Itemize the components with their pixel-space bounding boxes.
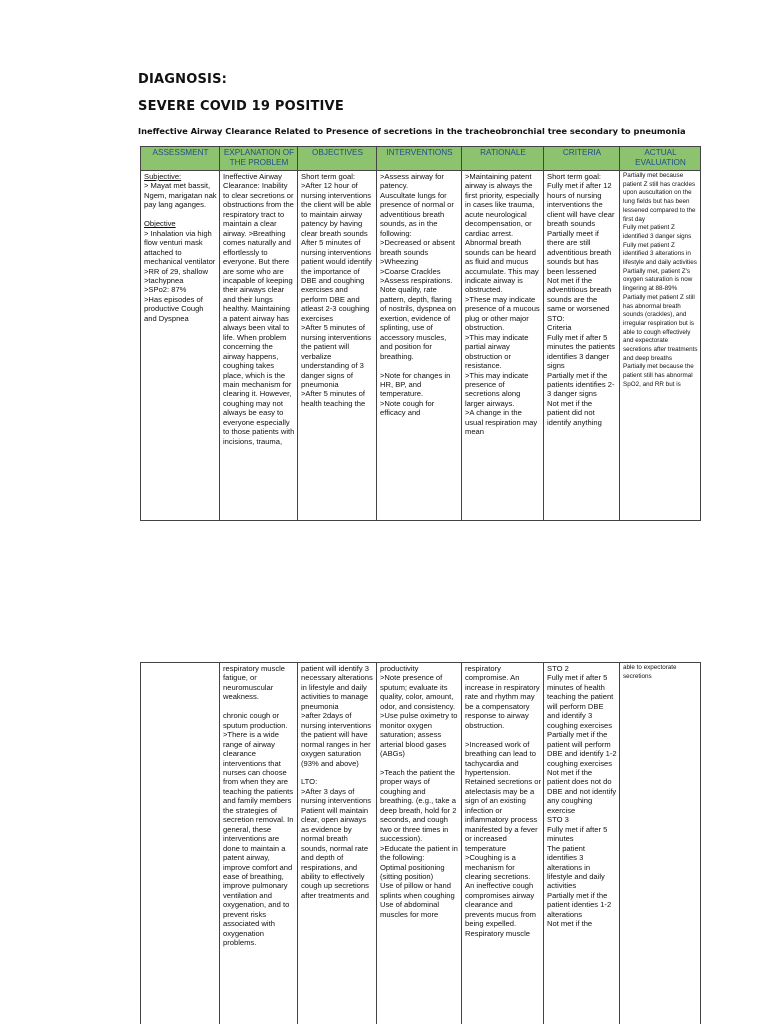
diagnosis-heading: DIAGNOSIS: [138, 72, 228, 87]
interventions-cell: >Assess airway for patency. Auscultate lungs for presence of normal or adventitious breath sounds, as in the following: >Decreased or absent breath sounds >Wheezing >Coarse Crackles >Assess respirations. Note quality, rate pattern, depth, flaring of nostrils, dyspnea on exertion, evidence of splinting, use of accessory muscles, and position for breathing. >Note for changes in HR, BP, and temperature. >Note cough for efficacy and [377, 171, 462, 521]
header-actual-evaluation: ACTUAL EVALUATION [620, 147, 701, 171]
subjective-label: Subjective: [144, 172, 182, 181]
header-rationale: RATIONALE [462, 147, 544, 171]
care-plan-table-page-1 [140, 146, 701, 521]
rationale-cell: >Maintaining patent airway is always the first priority, especially in cases like trauma, acute neurological decompensation, or cardiac arrest. Abnormal breath sounds can be heard as fluid and mucus accumulate. This may indicate airway is obstructed. >These may indicate presence of a mucous plug or other major obstruction. >This may indicate partial airway obstruction or resistance. >This may indicate presence of secretions along larger airways. >A change in the usual respiration may mean [462, 171, 544, 521]
subjective-text: > Mayat met bassit, Ngem, marigatan nak pay lang aganges. [144, 181, 217, 210]
criteria-cell: STO 2 Fully met if after 5 minutes of health teaching the patient will perform DBE and identify 3 coughing exercises Partially met if the patient will perform DBE and identify 1-2 coughing exercises Not met if the patient does not do DBE and not identify any coughing exercise STO 3 Fully met if after 5 minutes The patient identifies 3 alterations in lifestyle and daily activities Partially met if the patient identies 1-2 alterations Not met if the [544, 663, 620, 1024]
case-heading: SEVERE COVID 19 POSITIVE [138, 99, 344, 114]
objectives-cell: Short term goal: >After 12 hour of nursing interventions the client will be able to maintain airway patency by having clear breath sounds After 5 minutes of nursing interventions patient would identify the importance of DBE and coughing exercises and perform DBE and atleast 2-3 coughing exercises >After 5 minutes of nursing interventions the patient will verbalize understanding of 3 danger signs of pneumonia >After 5 minutes of health teaching the [298, 171, 377, 521]
assessment-cell [141, 663, 220, 1024]
objectives-cell: patient will identify 3 necessary alterations in lifestyle and daily activities to manage pneumonia >after 2days of nursing interventions the patient will have normal ranges in her oxygen saturation (93% and above) LTO: >After 3 days of nursing interventions Patient will maintain clear, open airways as evidence by normal breath sounds, normal rate and depth of respirations, and ability to effectively cough up secretions after treatments and [298, 663, 377, 1024]
table-row [141, 171, 701, 521]
care-plan-table-page-2 [140, 662, 701, 1024]
table-header-row [141, 147, 701, 171]
rationale-cell: respiratory compromise. An increase in respiratory rate and rhythm may be a compensatory response to airway obstruction. >Increased work of breathing can lead to tachycardia and hypertension. Retained secretions or atelectasis may be a sign of an existing infection or inflammatory process manifested by a fever or increased temperature >Coughing is a mechanism for clearing secretions. An ineffective cough compromises airway clearance and prevents mucus from being expelled. Respiratory muscle [462, 663, 544, 1024]
criteria-cell: Short term goal: Fully met if after 12 hours of nursing interventions the client will have clear breath sounds Partially meet if there are still adventitious breath sounds but has been lessened Not met if the adventitious breath sounds are the same or worsened STO: Criteria Fully met if after 5 minutes the patients identifies 3 danger signs Partially met if the patients identifies 2-3 danger signs Not met if the patient did not identify anything [544, 171, 620, 521]
interventions-cell: productivity >Note presence of sputum; evaluate its quality, color, amount, odor, and consistency. >Use pulse oximetry to monitor oxygen saturation; assess arterial blood gases (ABGs) >Teach the patient the proper ways of coughing and breathing. (e.g., take a deep breath, hold for 2 seconds, and cough two or three times in succession). >Educate the patient in the following: Optimal positioning (sitting position) Use of pillow or hand splints when coughing Use of abdominal muscles for more [377, 663, 462, 1024]
assessment-cell [141, 171, 220, 521]
header-explanation: EXPLANATION OF THE PROBLEM [220, 147, 298, 171]
evaluation-cell: able to expectorate secretions [620, 663, 701, 1024]
table-row [141, 663, 701, 1024]
explanation-cell: Ineffective Airway Clearance: Inability to clear secretions or obstructions from the respiratory tract to maintain a clear airway. >Breathing comes naturally and effortlessly to everyone. But there are some who are incapable of keeping their airways clear and their lungs healthy. Maintaining a patent airway has always been vital to life. When problem concerning the airway happens, coughing takes place, which is the main mechanism for clearing it. However, coughing may not always be easy to everyone especially to those patients with incisions, trauma, [220, 171, 298, 521]
header-interventions: INTERVENTIONS [377, 147, 462, 171]
nursing-diagnosis-title: Ineffective Airway Clearance Related to Presence of secretions in the tracheobronchial tree secondary to pneumonia [138, 126, 686, 136]
evaluation-cell: Partially met because patient Z still has crackles upon auscultation on the lung fields but has been lessened compared to the first day Fully met patient Z identified 3 danger signs Fully met patient Z identified 3 alterations in lifestyle and daily activities Partially met, patient Z's oxygen saturation is now lingering at 88-89% Partially met patient Z still has abnormal breath sounds (crackles), and irregular respiration but is able to cough effectively and expectorate secretions after treatments and deep breaths Partially met because the patient still has abnormal SpO2, and RR but is [620, 171, 701, 521]
explanation-cell: respiratory muscle fatigue, or neuromuscular weakness. chronic cough or sputum production. >There is a wide range of airway clearance interventions that nurses can choose from when they are teaching the patients and family members the strategies of secretion removal. In general, these interventions are done to maintain a patent airway, improve comfort and ease of breathing, improve pulmonary ventilation and oxygenation, and to prevent risks associated with oxygenation problems. [220, 663, 298, 1024]
header-assessment: ASSESSMENT [141, 147, 220, 171]
objective-text: > Inhalation via high flow venturi mask attached to mechanical ventilator >RR of 29, shallow >tachypnea >SPo2: 87% >Has episodes of productive Cough and Dyspnea [144, 228, 216, 323]
objective-label: Objective [144, 219, 176, 229]
header-criteria: CRITERIA [544, 147, 620, 171]
header-objectives: OBJECTIVES [298, 147, 377, 171]
